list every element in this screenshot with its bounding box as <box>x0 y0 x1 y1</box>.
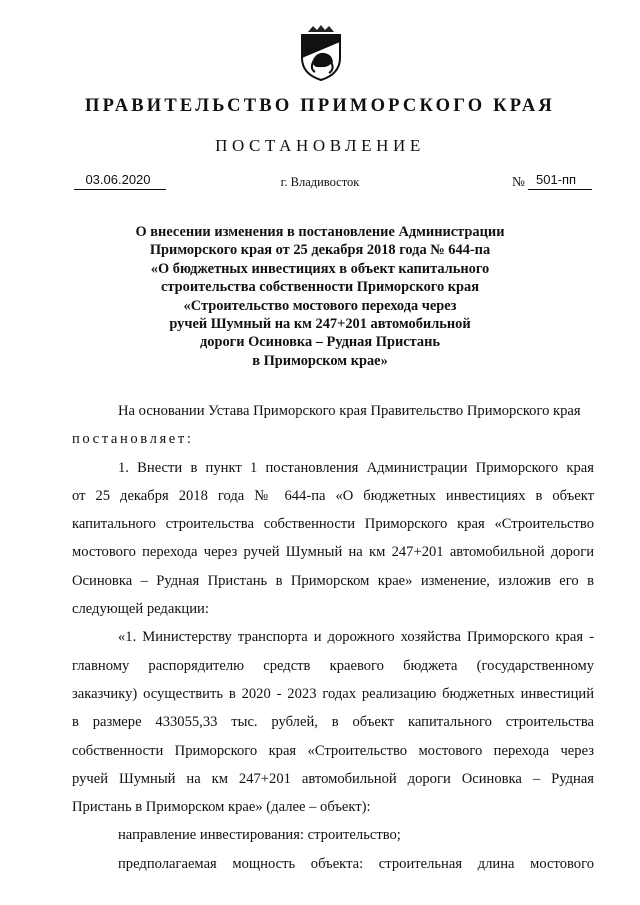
title-line: О внесении изменения в постановление Администрации <box>135 224 505 240</box>
body-line: На основании Устава Приморского края Правительство Приморского края <box>118 403 581 419</box>
primorsky-krai-coat-of-arms-icon <box>298 22 344 82</box>
title-line: ручей Шумный на км 247+201 автомобильной <box>169 316 471 333</box>
body-line: 1. Внести в пункт 1 постановления Администрации Приморского края <box>118 459 594 476</box>
document-body <box>72 397 594 878</box>
document-city: г. Владивосток <box>280 175 360 189</box>
title-line: «Строительство мостового перехода через <box>183 297 457 314</box>
government-title: ПРАВИТЕЛЬСТВО ПРИМОРСКОГО КРАЯ <box>84 96 555 116</box>
body-line: Осиновка – Рудная Пристань в Приморском крае» изменение, изложив его в <box>72 572 594 589</box>
body-line: от 25 декабря 2018 года № 644-па «О бюджетных инвестициях в объект <box>72 487 594 504</box>
body-line: Пристань в Приморском крае» (далее – объект): <box>72 799 371 816</box>
title-line: дороги Осиновка – Рудная Пристань <box>200 334 440 351</box>
body-line: «1. Министерству транспорта и дорожного хозяйства Приморского края - <box>118 629 594 646</box>
body-line: постановляет: <box>72 431 194 448</box>
body-line: заказчику) осуществить в 2020 - 2023 годах реализацию бюджетных инвестиций <box>72 685 594 702</box>
body-line: в размере 433055,33 тыс. рублей, в объект капитального строительства <box>72 714 594 731</box>
body-line: главному распорядителю средств краевого бюджета (государственному <box>72 657 594 674</box>
title-line: в Приморском крае» <box>252 352 388 369</box>
title-line: Приморского края от 25 декабря 2018 года № 644-па <box>149 242 491 259</box>
title-line: «О бюджетных инвестициях в объект капитального <box>150 260 490 277</box>
title-line: строительства собственности Приморского края <box>160 279 480 296</box>
number-underline <box>528 189 592 190</box>
document-title <box>60 223 580 370</box>
document-type: ПОСТАНОВЛЕНИЕ <box>215 136 425 155</box>
body-line: мостового перехода через ручей Шумный на км 247+201 автомобильной дороги <box>72 544 594 561</box>
document-number: 501-пп <box>536 172 577 187</box>
body-line: капитального строительства собственности Приморского края «Строительство <box>72 516 594 533</box>
document-date: 03.06.2020 <box>85 172 151 187</box>
body-line: собственности Приморского края «Строительство мостового перехода через <box>72 742 594 759</box>
body-line: следующей редакции: <box>72 601 209 618</box>
body-line: направление инвестирования: строительство; <box>118 827 401 844</box>
body-line: предполагаемая мощность объекта: строительная длина мостового <box>118 855 594 872</box>
body-line: ручей Шумный на км 247+201 автомобильной дороги Осиновка – Рудная <box>72 770 594 787</box>
number-sign: № <box>512 174 525 189</box>
